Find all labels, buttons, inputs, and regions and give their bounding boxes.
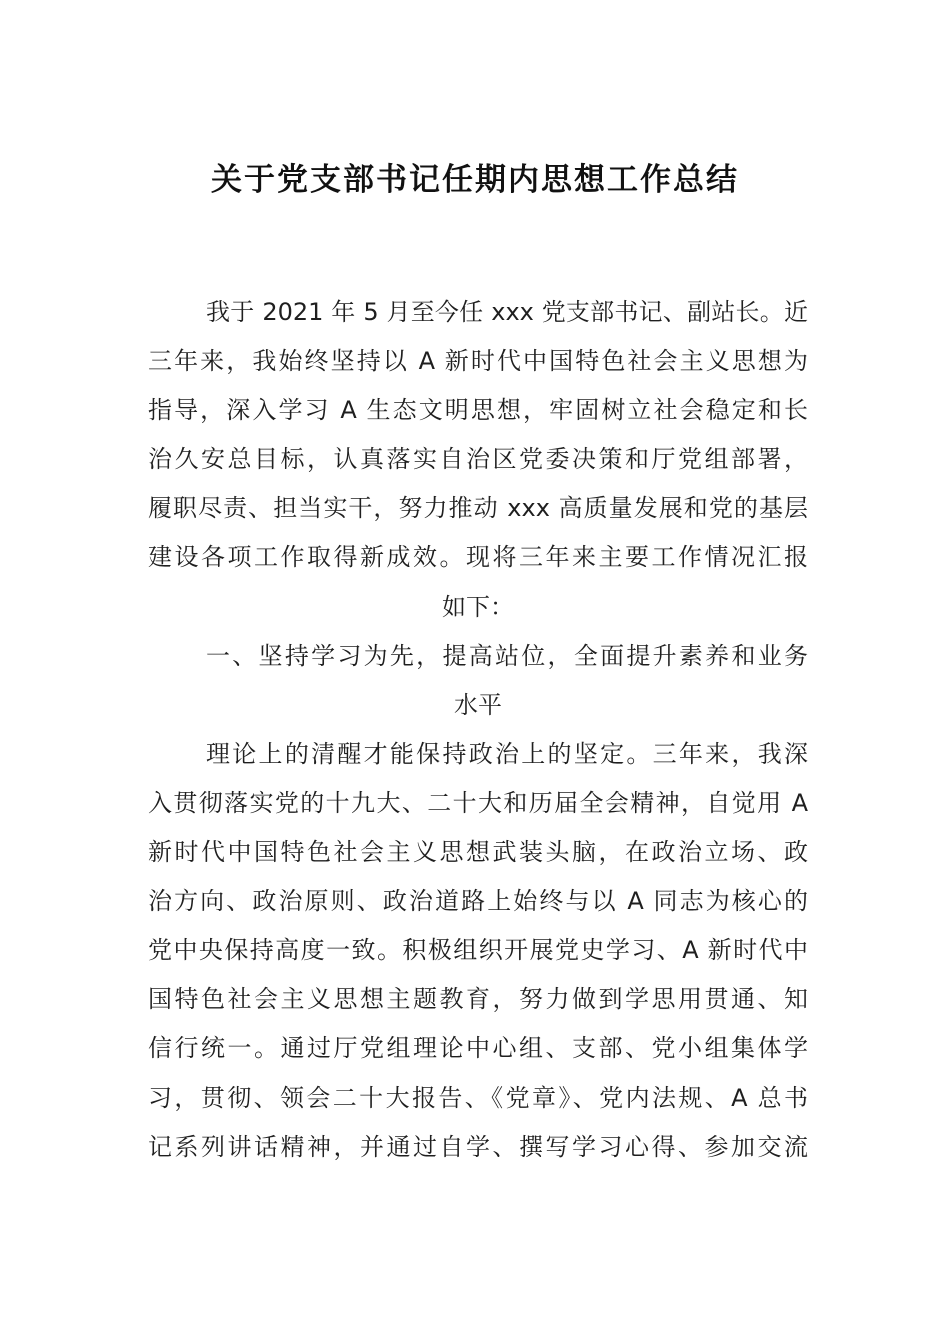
- section-heading-line: 一、坚持学习为先，提高站位，全面提升素养和业务: [206, 641, 808, 670]
- body-line: 如下：: [442, 592, 514, 621]
- body-line: 三年来，我始终坚持以 A 新时代中国特色社会主义思想为: [148, 347, 808, 376]
- body-line: 新时代中国特色社会主义思想武装头脑，在政治立场、政: [148, 838, 808, 867]
- body-line: 入贯彻落实党的十九大、二十大和历届全会精神，自觉用 A: [148, 788, 808, 817]
- body-line: 记系列讲话精神，并通过自学、撰写学习心得、参加交流: [148, 1132, 808, 1161]
- body-line: 治久安总目标，认真落实自治区党委决策和厅党组部署，: [148, 445, 808, 474]
- body-line: 习，贯彻、领会二十大报告、《党章》、党内法规、A 总书: [148, 1083, 808, 1112]
- body-line: 指导，深入学习 A 生态文明思想，牢固树立社会稳定和长: [148, 396, 808, 425]
- body-line: 信行统一。通过厅党组理论中心组、支部、党小组集体学: [148, 1034, 808, 1063]
- document-body: [148, 288, 808, 1172]
- body-line: 理论上的清醒才能保持政治上的坚定。三年来，我深: [206, 739, 808, 768]
- body-line: 党中央保持高度一致。积极组织开展党史学习、A 新时代中: [148, 936, 808, 965]
- body-line: 我于 2021 年 5 月至今任 xxx 党支部书记、副站长。近: [206, 298, 808, 326]
- body-line: 治方向、政治原则、政治道路上始终与以 A 同志为核心的: [148, 887, 808, 916]
- body-line: 履职尽责、担当实干，努力推动 xxx 高质量发展和党的基层: [148, 494, 808, 523]
- body-line: 国特色社会主义思想主题教育，努力做到学思用贯通、知: [148, 985, 808, 1014]
- body-line: 建设各项工作取得新成效。现将三年来主要工作情况汇报: [148, 543, 808, 572]
- section-heading-line: 水平: [454, 690, 502, 719]
- document-title: 关于党支部书记任期内思想工作总结: [211, 162, 739, 198]
